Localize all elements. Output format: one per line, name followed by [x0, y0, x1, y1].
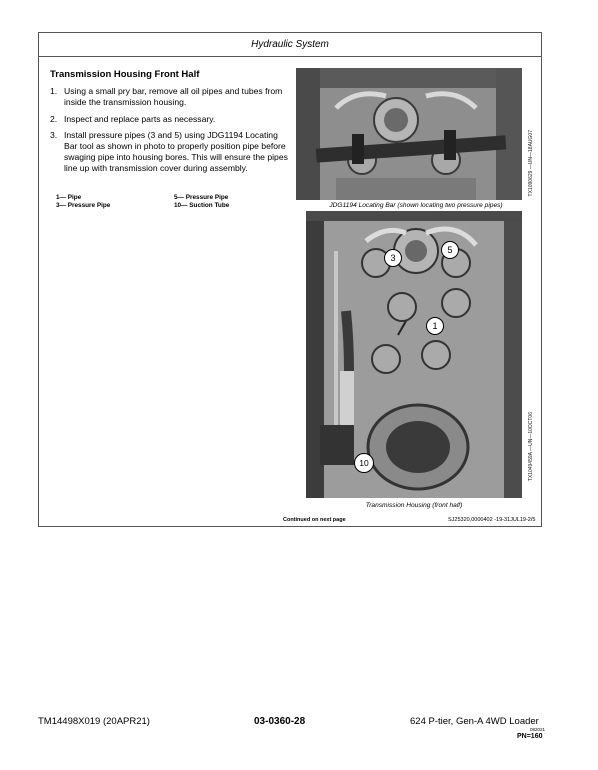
top-figure-caption: JDG1194 Locating Bar (shown locating two pressure pipes) — [329, 202, 503, 209]
footer-model: 624 P-tier, Gen-A 4WD Loader — [410, 716, 539, 727]
document-reference: SJ25320,0000402 -19-31JUL19-2/5 — [448, 517, 536, 523]
callout-5: 5 — [441, 241, 459, 259]
callout-10: 10 — [354, 453, 374, 473]
legend-column-2 — [174, 194, 229, 210]
footer-manual-id: TM14498X019 (20APR21) — [38, 716, 150, 727]
step-item — [50, 86, 290, 108]
step-item — [50, 114, 290, 125]
legend-column-1 — [56, 194, 110, 210]
bottom-figure-caption: Transmission Housing (front half) — [365, 502, 463, 509]
callout-1: 1 — [426, 317, 444, 335]
footer-pn: PN=160 — [517, 733, 543, 740]
callout-3: 3 — [384, 249, 402, 267]
section-title: Transmission Housing Front Half — [50, 69, 200, 80]
footer-page-number: 03-0360-28 — [254, 716, 306, 727]
step-text: Install pressure pipes (3 and 5) using JDG1194 Locating Bar tool as shown in photo to properly position pipe before swaging pipe into housing bores. This will ensure the pipes line up with transmission cover during assembly. — [64, 130, 288, 173]
legend-item: 10— Suction Tube — [174, 202, 230, 209]
procedure-steps — [50, 86, 290, 180]
footer-date-code: 082021 — [530, 727, 546, 732]
step-number: 1. — [50, 86, 58, 96]
continued-note: Continued on next page — [283, 517, 346, 523]
section-header-title: Hydraulic System — [251, 39, 329, 50]
locating-bar-photo — [296, 68, 522, 200]
bottom-figure-ref: TX1049459A —UN—10OCT06 — [528, 412, 534, 482]
step-number: 3. — [50, 130, 58, 141]
transmission-housing-photo — [306, 211, 522, 498]
step-number: 2. — [50, 113, 58, 124]
step-item — [50, 130, 290, 173]
top-figure-ref: TX1090629 —UN—18AUG07 — [528, 130, 534, 197]
legend-item: 5— Pressure Pipe — [174, 194, 229, 201]
step-text: Inspect and replace parts as necessary. — [64, 113, 216, 124]
legend-item: 3— Pressure Pipe — [56, 202, 111, 209]
legend-item: 1— Pipe — [56, 194, 82, 201]
header-divider — [38, 56, 542, 57]
step-text: Using a small pry bar, remove all oil pipes and tubes from inside the transmission housing. — [64, 86, 283, 107]
